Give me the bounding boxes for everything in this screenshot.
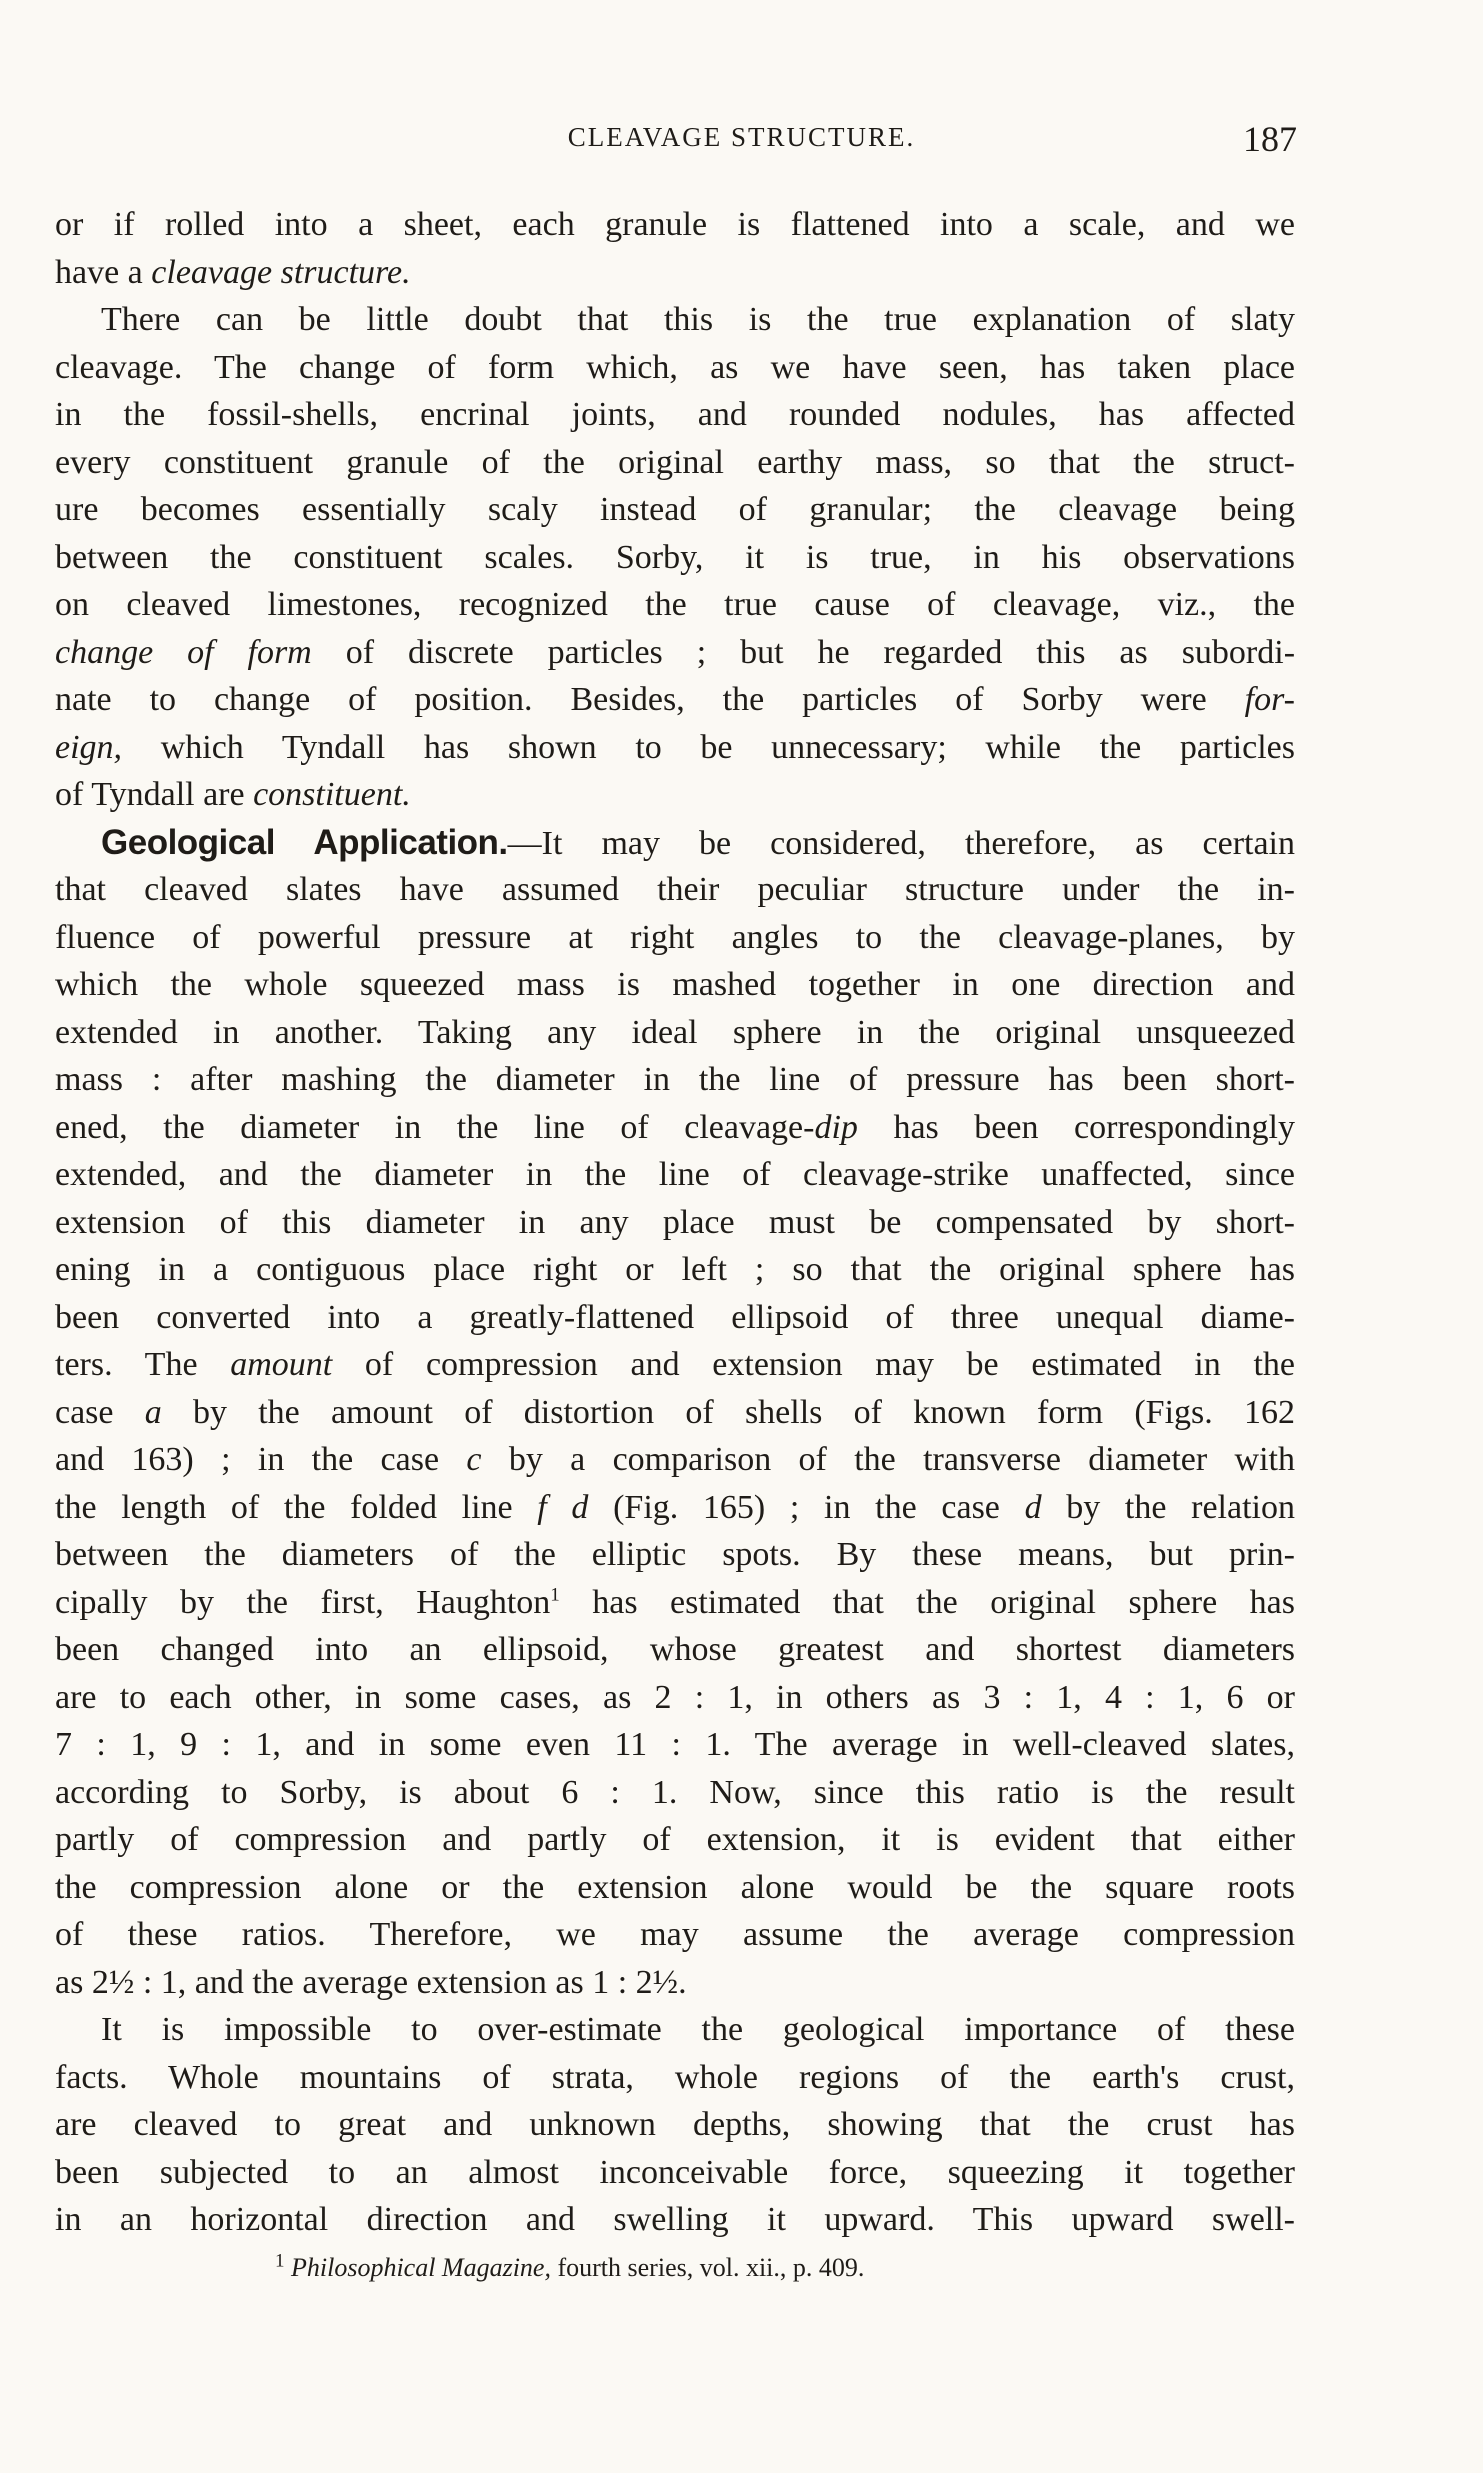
text-run: of compression and extension may be estimated in the <box>332 1346 1295 1383</box>
text-line <box>55 1294 1295 1342</box>
text-run: has been correspondingly <box>857 1108 1295 1146</box>
footnote-reference: 1 <box>550 1584 560 1606</box>
text-run: has estimated that the original sphere has <box>559 1583 1295 1621</box>
text-run: by a comparison of the transverse diameter with <box>481 1441 1295 1478</box>
text-line <box>55 2149 1295 2197</box>
text-run: been converted into a greatly-flattened ellipsoid of three unequal diame- <box>55 1298 1295 1336</box>
text-run: cleavage. The change of form which, as we have seen, has taken place <box>55 348 1295 386</box>
text-line <box>55 486 1295 534</box>
text-run: been changed into an ellipsoid, whose greatest and shortest diameters <box>55 1631 1295 1668</box>
text-run: There can be little doubt that this is the true explanation of slaty <box>101 301 1295 338</box>
text-run: case <box>55 1393 145 1431</box>
text-run: ening in a contiguous place right or left ; so that the original sphere has <box>55 1251 1295 1288</box>
text-run: which Tyndall has shown to be unnecessary; while the particles <box>122 728 1295 766</box>
text-run: ters. The <box>55 1346 231 1383</box>
text-run: every constituent granule of the original earthy mass, so that the struct- <box>55 443 1295 481</box>
text-run: (Fig. 165) ; in the case <box>588 1488 1025 1526</box>
italic-text: a <box>144 1393 162 1431</box>
text-run: of these ratios. Therefore, we may assume the average compression <box>55 1916 1295 1953</box>
text-line <box>55 676 1295 724</box>
text-line <box>55 2006 1295 2054</box>
text-line <box>55 1056 1295 1104</box>
text-line <box>55 1246 1295 1294</box>
text-line <box>55 1959 1295 2007</box>
text-line <box>55 344 1295 392</box>
text-run: in the fossil-shells, encrinal joints, and rounded nodules, has affected <box>55 396 1295 433</box>
footnote-marker: 1 <box>275 2250 285 2272</box>
text-line <box>55 629 1295 677</box>
text-line <box>55 724 1295 772</box>
text-line <box>55 2054 1295 2102</box>
text-run: between the constituent scales. Sorby, it is true, in his observations <box>55 538 1295 576</box>
text-run: of discrete particles ; but he regarded this as subordi- <box>311 633 1296 671</box>
section-heading: Geological Application. <box>101 822 508 862</box>
italic-text: change of form <box>55 633 312 671</box>
text-line <box>55 534 1295 582</box>
text-run: that cleaved slates have assumed their peculiar structure under the in- <box>55 871 1295 908</box>
text-run: extended, and the diameter in the line of cleavage-strike unaffected, since <box>55 1156 1295 1193</box>
italic-text: amount <box>230 1346 333 1383</box>
text-line <box>55 961 1295 1009</box>
text-run: It is impossible to over-estimate the geological importance of these <box>101 2011 1295 2048</box>
text-line <box>55 1864 1295 1912</box>
text-line <box>55 1199 1295 1247</box>
text-run: in an horizontal direction and swelling it upward. This upward swell- <box>55 2201 1295 2238</box>
text-line <box>55 1151 1295 1199</box>
footnote-text: fourth series, vol. xii., p. 409. <box>550 2253 865 2282</box>
page-number: 187 <box>1243 119 1297 159</box>
text-run: fluence of powerful pressure at right angles to the cleavage-planes, by <box>55 918 1295 956</box>
italic-text: for- <box>1244 681 1295 718</box>
text-line <box>55 249 1295 297</box>
text-run: 7 : 1, 9 : 1, and in some even 11 : 1. The average in well-cleaved slates, <box>55 1726 1295 1763</box>
text-line <box>55 391 1295 439</box>
italic-text: dip <box>814 1108 858 1146</box>
text-line <box>55 1436 1295 1484</box>
text-run: ure becomes essentially scaly instead of granular; the cleavage being <box>55 491 1295 528</box>
footnote-title: Philosophical Magazine, <box>291 2253 551 2282</box>
text-line <box>55 1484 1295 1532</box>
text-line <box>55 1531 1295 1579</box>
text-run: ened, the diameter in the line of cleavage- <box>55 1108 815 1146</box>
text-line <box>55 2196 1295 2244</box>
text-line <box>55 1674 1295 1722</box>
text-run: have a <box>55 253 152 291</box>
text-line <box>55 2101 1295 2149</box>
text-run: between the diameters of the elliptic spots. By these means, but prin- <box>55 1536 1295 1573</box>
text-run: the length of the folded line <box>55 1488 538 1526</box>
text-line <box>55 1341 1295 1389</box>
text-line <box>55 1769 1295 1817</box>
text-run: by the relation <box>1041 1488 1295 1526</box>
text-run: —It may be considered, therefore, as certain <box>507 824 1295 862</box>
text-line <box>55 819 1295 867</box>
text-run: or if rolled into a sheet, each granule is flattened into a scale, and we <box>55 206 1295 243</box>
text-line <box>55 1721 1295 1769</box>
footnote <box>275 2251 1295 2285</box>
text-run: according to Sorby, is about 6 : 1. Now, since this ratio is the result <box>55 1773 1295 1811</box>
text-run: the compression alone or the extension alone would be the square roots <box>55 1868 1295 1906</box>
text-run: mass : after mashing the diameter in the line of pressure has been short- <box>55 1061 1295 1098</box>
text-line <box>55 1816 1295 1864</box>
italic-text: eign, <box>55 728 123 766</box>
text-line <box>55 296 1295 344</box>
text-line <box>55 866 1295 914</box>
text-run: extension of this diameter in any place must be compensated by short- <box>55 1203 1295 1241</box>
text-line <box>55 1911 1295 1959</box>
italic-text: cleavage structure. <box>151 253 411 291</box>
text-run: cipally by the first, Haughton <box>55 1583 551 1621</box>
text-run: partly of compression and partly of extension, it is evident that either <box>55 1821 1295 1858</box>
text-line <box>55 914 1295 962</box>
running-head <box>0 118 1483 158</box>
text-run: by the amount of distortion of shells of known form (Figs. 162 <box>161 1393 1295 1431</box>
text-run: and 163) ; in the case <box>55 1441 467 1478</box>
text-line <box>55 1104 1295 1152</box>
text-run: are to each other, in some cases, as 2 : 1, in others as 3 : 1, 4 : 1, 6 or <box>55 1678 1295 1716</box>
text-line <box>55 771 1295 819</box>
text-line <box>55 1389 1295 1437</box>
text-line <box>55 581 1295 629</box>
text-run: on cleaved limestones, recognized the true cause of cleavage, viz., the <box>55 586 1295 623</box>
running-title: CLEAVAGE STRUCTURE. <box>567 122 916 152</box>
text-run: which the whole squeezed mass is mashed together in one direction and <box>55 966 1295 1003</box>
text-line <box>55 1626 1295 1674</box>
italic-text: f d <box>537 1488 589 1526</box>
text-run: been subjected to an almost inconceivable force, squeezing it together <box>55 2153 1295 2191</box>
text-run: facts. Whole mountains of strata, whole regions of the earth's crust, <box>55 2058 1295 2096</box>
text-run: of Tyndall are <box>55 776 254 813</box>
text-run: as 2½ : 1, and the average extension as 1 : 2½. <box>55 1963 687 2001</box>
body-text <box>55 201 1295 2244</box>
text-line <box>55 1009 1295 1057</box>
text-run: nate to change of position. Besides, the particles of Sorby were <box>55 681 1245 718</box>
text-line <box>55 439 1295 487</box>
italic-text: constituent. <box>253 776 411 813</box>
italic-text: c <box>466 1441 482 1478</box>
italic-text: d <box>1024 1488 1042 1526</box>
text-run: are cleaved to great and unknown depths, showing that the crust has <box>55 2106 1295 2143</box>
text-run: extended in another. Taking any ideal sphere in the original unsqueezed <box>55 1013 1295 1051</box>
text-line <box>55 201 1295 249</box>
text-line <box>55 1579 1295 1627</box>
